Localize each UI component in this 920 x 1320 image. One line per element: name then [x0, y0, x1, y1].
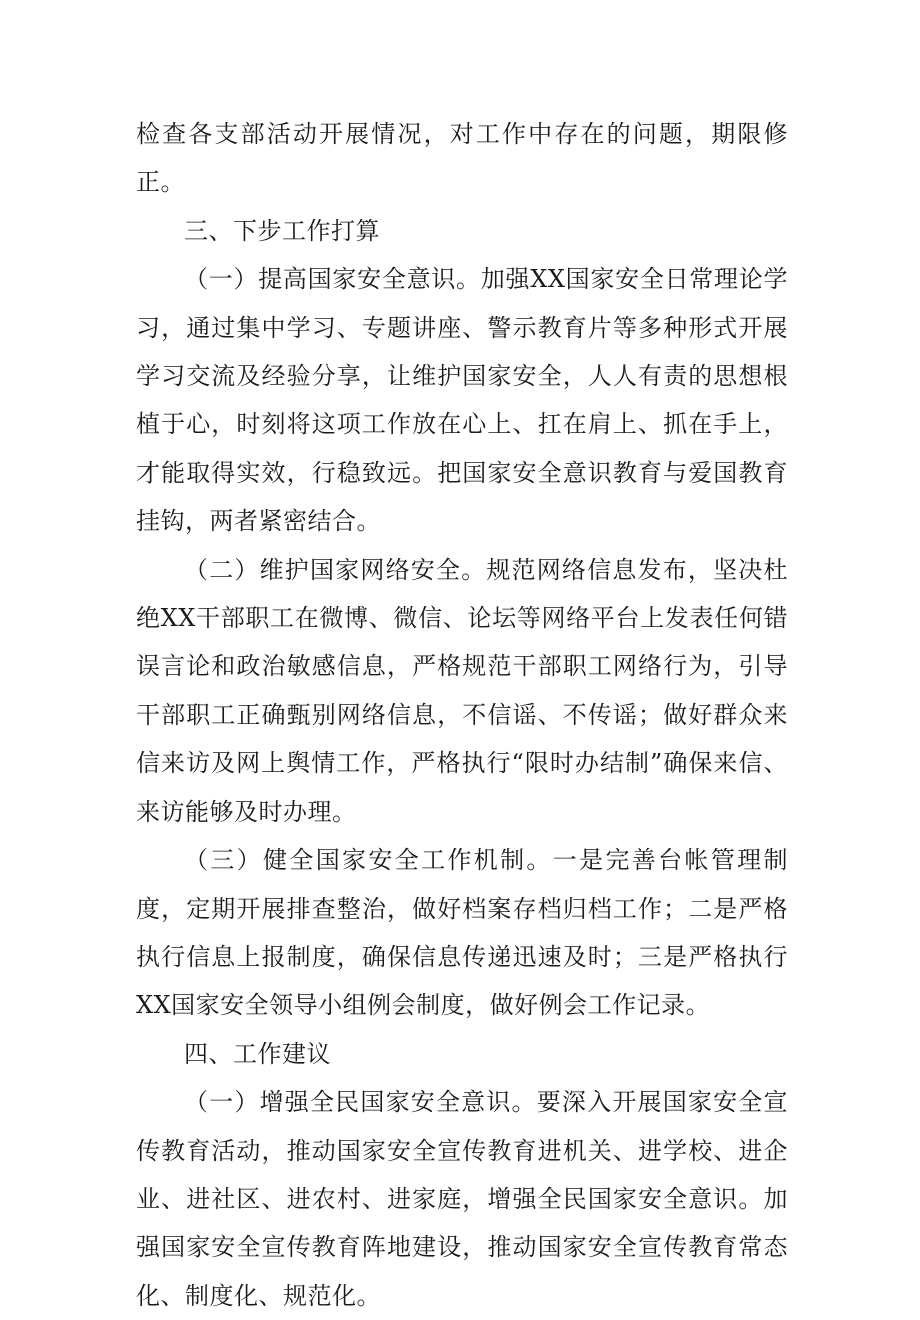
paragraph-continuation: 检查各支部活动开展情况，对工作中存在的问题，期限修正。 — [136, 120, 788, 197]
document-body — [136, 110, 788, 1320]
paragraph-work-mechanism: （三）健全国家安全工作机制。一是完善台帐管理制度，定期开展排查整治，做好档案存档归档工作；二是严格执行信息上报制度，确保信息传递迅速及时；三是严格执行XX国家安全领导小组例会制度，做好例会工作记录。 — [136, 846, 788, 1020]
paragraph-network-security: （二）维护国家网络安全。规范网络信息发布，坚决杜绝XX干部职工在微博、微信、论坛等网络平台上发表任何错误言论和政治敏感信息，严格规范干部职工网络行为，引导干部职工正确甄别网络信息，不信谣、不传谣；做好群众来信来访及网上舆情工作，严格执行“限时办结制”确保来信、来访能够及时办理。 — [136, 555, 788, 826]
section-heading-next-steps: 三、下步工作打算 — [184, 216, 380, 245]
paragraph-public-awareness: （一）增强全民国家安全意识。要深入开展国家安全宣传教育活动，推动国家安全宣传教育进机关、进学校、进企业、进社区、进农村、进家庭，增强全民国家安全意识。加强国家安全宣传教育阵地建设，推动国家安全宣传教育常态化、制度化、规范化。 — [136, 1088, 788, 1310]
section-heading-suggestions: 四、工作建议 — [184, 1039, 331, 1068]
paragraph-raise-awareness: （一）提高国家安全意识。加强XX国家安全日常理论学习，通过集中学习、专题讲座、警示教育片等多种形式开展学习交流及经验分享，让维护国家安全，人人有责的思想根植于心，时刻将这项工作放在心上、扛在肩上、抓在手上，才能取得实效，行稳致远。把国家安全意识教育与爱国教育挂钩，两者紧密结合。 — [136, 265, 788, 536]
